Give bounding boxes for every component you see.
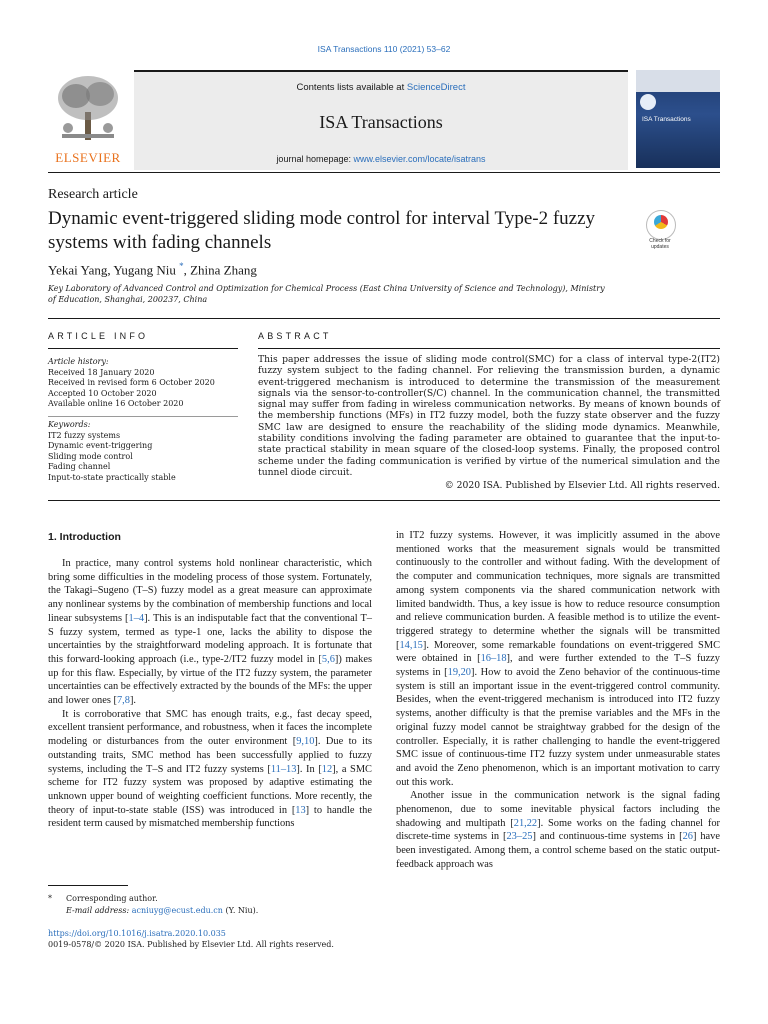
affiliation: Key Laboratory of Advanced Control and Optimization for Chemical Process (East China University of Science and Technology), Ministry of Education, Shanghai, 200237, China xyxy=(48,284,605,304)
text-run: ]. Moreover, some remarkable foundations on event-triggered SMC were obtained in [ xyxy=(396,639,720,665)
divider xyxy=(48,348,238,349)
left-column xyxy=(48,557,372,831)
text-run: ], a SMC scheme for IT2 fuzzy system was proposed by adaptive estimating the unknown upper bound of weighting coefficient functions. More recently, the theory of input-to-state stable (ISS) was introduced in [ xyxy=(48,763,372,816)
keyword: Input-to-state practically stable xyxy=(48,472,176,482)
copyright-line: © 2020 ISA. Published by Elsevier Ltd. All rights reserved. xyxy=(444,480,720,491)
elsevier-tree-icon xyxy=(54,74,122,144)
keywords xyxy=(48,420,238,484)
history-item: Received in revised form 6 October 2020 xyxy=(48,378,215,388)
divider xyxy=(48,500,720,501)
footnote-text: Corresponding author. xyxy=(66,894,158,903)
text-run: ]. In [ xyxy=(296,763,322,775)
authors-part-1: Yekai Yang, Yugang Niu xyxy=(48,262,180,278)
right-column xyxy=(396,529,720,872)
footnote-star: * xyxy=(48,894,52,903)
footnote-email xyxy=(48,905,372,917)
email-label: E-mail address: xyxy=(66,906,130,915)
article-history xyxy=(48,357,238,410)
citation-link[interactable]: 13 xyxy=(295,804,306,816)
article-type: Research article xyxy=(48,187,138,202)
history-heading: Article history: xyxy=(48,357,109,366)
text-run: ]. How to avoid the Zeno behavior of the continuous-time system is still an important issue in the event-triggered control community. Besides, when the event-triggered mechanism is introduced into IT2 fuzzy systems, another difficulty is that the premise variables and the MFs in the original fuzzy model cannot be straightway grabbed for the design of the controller. Especially, it is rather challenging to handle the event-triggered SMC issue of continuous-time IT2 fuzzy system under unmeasurable states and avoid the Zeno phenomenon, which is an important motivation to carry out this work. xyxy=(396,667,720,788)
crossmark-icon xyxy=(646,210,676,240)
footnote-corresponding xyxy=(48,893,372,905)
citation-link[interactable]: 11–13 xyxy=(270,763,297,775)
citation-link[interactable]: 1–4 xyxy=(128,612,145,624)
citation-link[interactable]: 21,22 xyxy=(513,817,538,829)
check-for-updates-button[interactable] xyxy=(641,210,679,248)
text-run: ]. Due to its outstanding traits, SMC method has been successfully applied to fuzzy systems, including the T–S and IT2 fuzzy systems [ xyxy=(48,736,373,775)
footnote-divider xyxy=(48,885,128,886)
keyword: Fading channel xyxy=(48,462,111,472)
journal-homepage-link[interactable]: www.elsevier.com/locate/isatrans xyxy=(353,154,486,164)
journal-masthead xyxy=(48,70,720,168)
cover-title: ISA Transactions xyxy=(642,116,691,123)
text-run: ] to handle the resident term caused by mismatched membership functions xyxy=(48,804,372,830)
text-run: ]. xyxy=(129,695,137,707)
issn-line: 0019-0578/© 2020 ISA. Published by Elsevier Ltd. All rights reserved. xyxy=(48,940,334,949)
paragraph xyxy=(48,708,372,831)
homepage-prefix: journal homepage: xyxy=(276,154,354,164)
journal-cover-image[interactable] xyxy=(636,70,720,168)
text-run: ], and were further extended to the T–S fuzzy systems in [ xyxy=(396,653,720,679)
text-run: in IT2 fuzzy systems. However, it was implicitly assumed in the above mentioned works that the measurement signals would be transmitted continuously to the controller and without fading. With the development of the computer and communication techniques, more signals are transmitted among system components via the shared communication network with limited bandwidth. Thus, a key issue is how to reduce resource consumption and relieve communication burden. A feasible method is to utilize the event-triggered strategy to determine whether the signals will be transmitted [ xyxy=(396,530,720,651)
citation-link[interactable]: 5,6 xyxy=(321,653,335,665)
abstract-heading: ABSTRACT xyxy=(258,331,332,341)
journal-header-box xyxy=(134,70,628,170)
paragraph xyxy=(396,529,720,789)
citation-link[interactable]: 7,8 xyxy=(116,695,130,707)
text-run: Another issue in the communication network is the signal fading phenomenon, due to some inevitable physical factors including the shadowing and multipath [ xyxy=(396,790,720,829)
text-run: ]) makes up for this flaw. Especially, by virtue of the IT2 fuzzy system, the parameter uncertainties can be effectively extracted by the bounds of the MFs: the upper and lower ones [ xyxy=(48,653,372,707)
sciencedirect-link[interactable]: ScienceDirect xyxy=(406,82,466,93)
history-item: Accepted 10 October 2020 xyxy=(48,388,157,398)
corresponding-author-link[interactable]: * xyxy=(179,261,184,271)
keyword: Dynamic event-triggering xyxy=(48,441,153,451)
email-link[interactable]: acniuyg@ecust.edu.cn xyxy=(131,906,223,915)
text-run: It is corroborative that SMC has enough traits, e.g., fast decay speed, excellent transient performance, and robustness, when it faces the incomplete modeling or disturbances from the outer environment [ xyxy=(48,708,372,748)
section-heading: 1. Introduction xyxy=(48,531,121,543)
text-run: ] have been investigated. Among them, a control scheme based on the static output-feedback approach was xyxy=(396,831,720,870)
text-run: ]. This is an indisputable fact that the conventional T–S fuzzy system, termed as type-1 one, lacks the ability to dispose the uncertainties by the straightforward modeling approach. It is fortunate that this forward-looking approach (i.e., type-2/IT2 fuzzy model in [ xyxy=(48,612,372,665)
homepage-line xyxy=(134,154,628,164)
footnote xyxy=(48,893,372,917)
paragraph xyxy=(396,789,720,871)
citation-link[interactable]: 23–25 xyxy=(506,831,533,843)
contents-prefix: Contents lists available at xyxy=(296,82,407,93)
citation-link[interactable]: 26 xyxy=(682,831,693,843)
author-list xyxy=(48,261,257,278)
doi-block xyxy=(48,928,372,950)
journal-citation[interactable]: ISA Transactions 110 (2021) 53–62 xyxy=(317,44,451,54)
divider xyxy=(258,348,720,349)
doi-link[interactable]: https://doi.org/10.1016/j.isatra.2020.10.035 xyxy=(48,929,226,938)
contents-line xyxy=(134,82,628,93)
authors-part-2: , Zhina Zhang xyxy=(183,262,257,278)
article-info-heading: ARTICLE INFO xyxy=(48,331,149,341)
publisher-wordmark: ELSEVIER xyxy=(55,150,121,165)
history-item: Received 18 January 2020 xyxy=(48,367,155,377)
text-run: ]. Some works on the fading channel for discrete-time systems in [ xyxy=(396,817,720,843)
history-item: Available online 16 October 2020 xyxy=(48,399,184,409)
keywords-heading: Keywords: xyxy=(48,420,91,429)
citation-link[interactable]: 9,10 xyxy=(296,736,315,748)
citation-link[interactable]: 19,20 xyxy=(447,667,472,679)
text-run: ] and continuous-time systems in [ xyxy=(532,831,683,843)
journal-title[interactable]: ISA Transactions xyxy=(319,112,443,132)
divider xyxy=(48,172,720,173)
email-suffix: (Y. Niu). xyxy=(222,906,259,915)
citation-link[interactable]: 12 xyxy=(321,763,333,775)
divider xyxy=(48,318,720,319)
keyword: IT2 fuzzy systems xyxy=(48,430,121,440)
cover-band xyxy=(636,70,720,92)
cover-emblem-icon xyxy=(640,94,656,110)
elsevier-logo[interactable] xyxy=(48,70,128,168)
paragraph xyxy=(48,557,372,708)
keyword: Sliding mode control xyxy=(48,451,133,461)
text-run: In practice, many control systems hold nonlinear characteristic, which bring some difficulties in the modeling process of those system. Fortunately, the Takagi–Sugeno (T–S) fuzzy model as a great measure can approximate any nonlinear systems by the combination of membership functions and local linear subsystems [ xyxy=(48,558,372,624)
check-for-updates-label: Check for updates xyxy=(649,238,671,250)
abstract-text: This paper addresses the issue of sliding mode control(SMC) for a class of interval type-2(IT2) fuzzy system subject to the fading channel. For relieving the transmission burden, a dynamic event-triggered mechanism is introduced to determine the transmission of the measurement signals via the sensor-to-controller(S/C) channel. In the communication channel, the transmitted signal may suffer from fading in wireless communication networks. By means of known bounds of the membership functions (MFs) in IT2 fuzzy model, both the fuzzy state observer and the fuzzy SMC law are designed to ensure the reachability of the sliding mode dynamics. Meanwhile, stability conditions involving the fading parameter are obtained to guarantee that the input-to-state practical stability in mean square of the closed-loop systems. Finally, the proposed control scheme under the fading communication is verified by virtue of the numerical simulation and the tunnel diode circuit. xyxy=(258,354,720,478)
article-title: Dynamic event-triggered sliding mode control for interval Type-2 fuzzy systems with fading channels xyxy=(48,208,596,253)
divider xyxy=(48,416,238,417)
citation-link[interactable]: 16–18 xyxy=(480,653,507,665)
citation-link[interactable]: 14,15 xyxy=(399,639,423,651)
